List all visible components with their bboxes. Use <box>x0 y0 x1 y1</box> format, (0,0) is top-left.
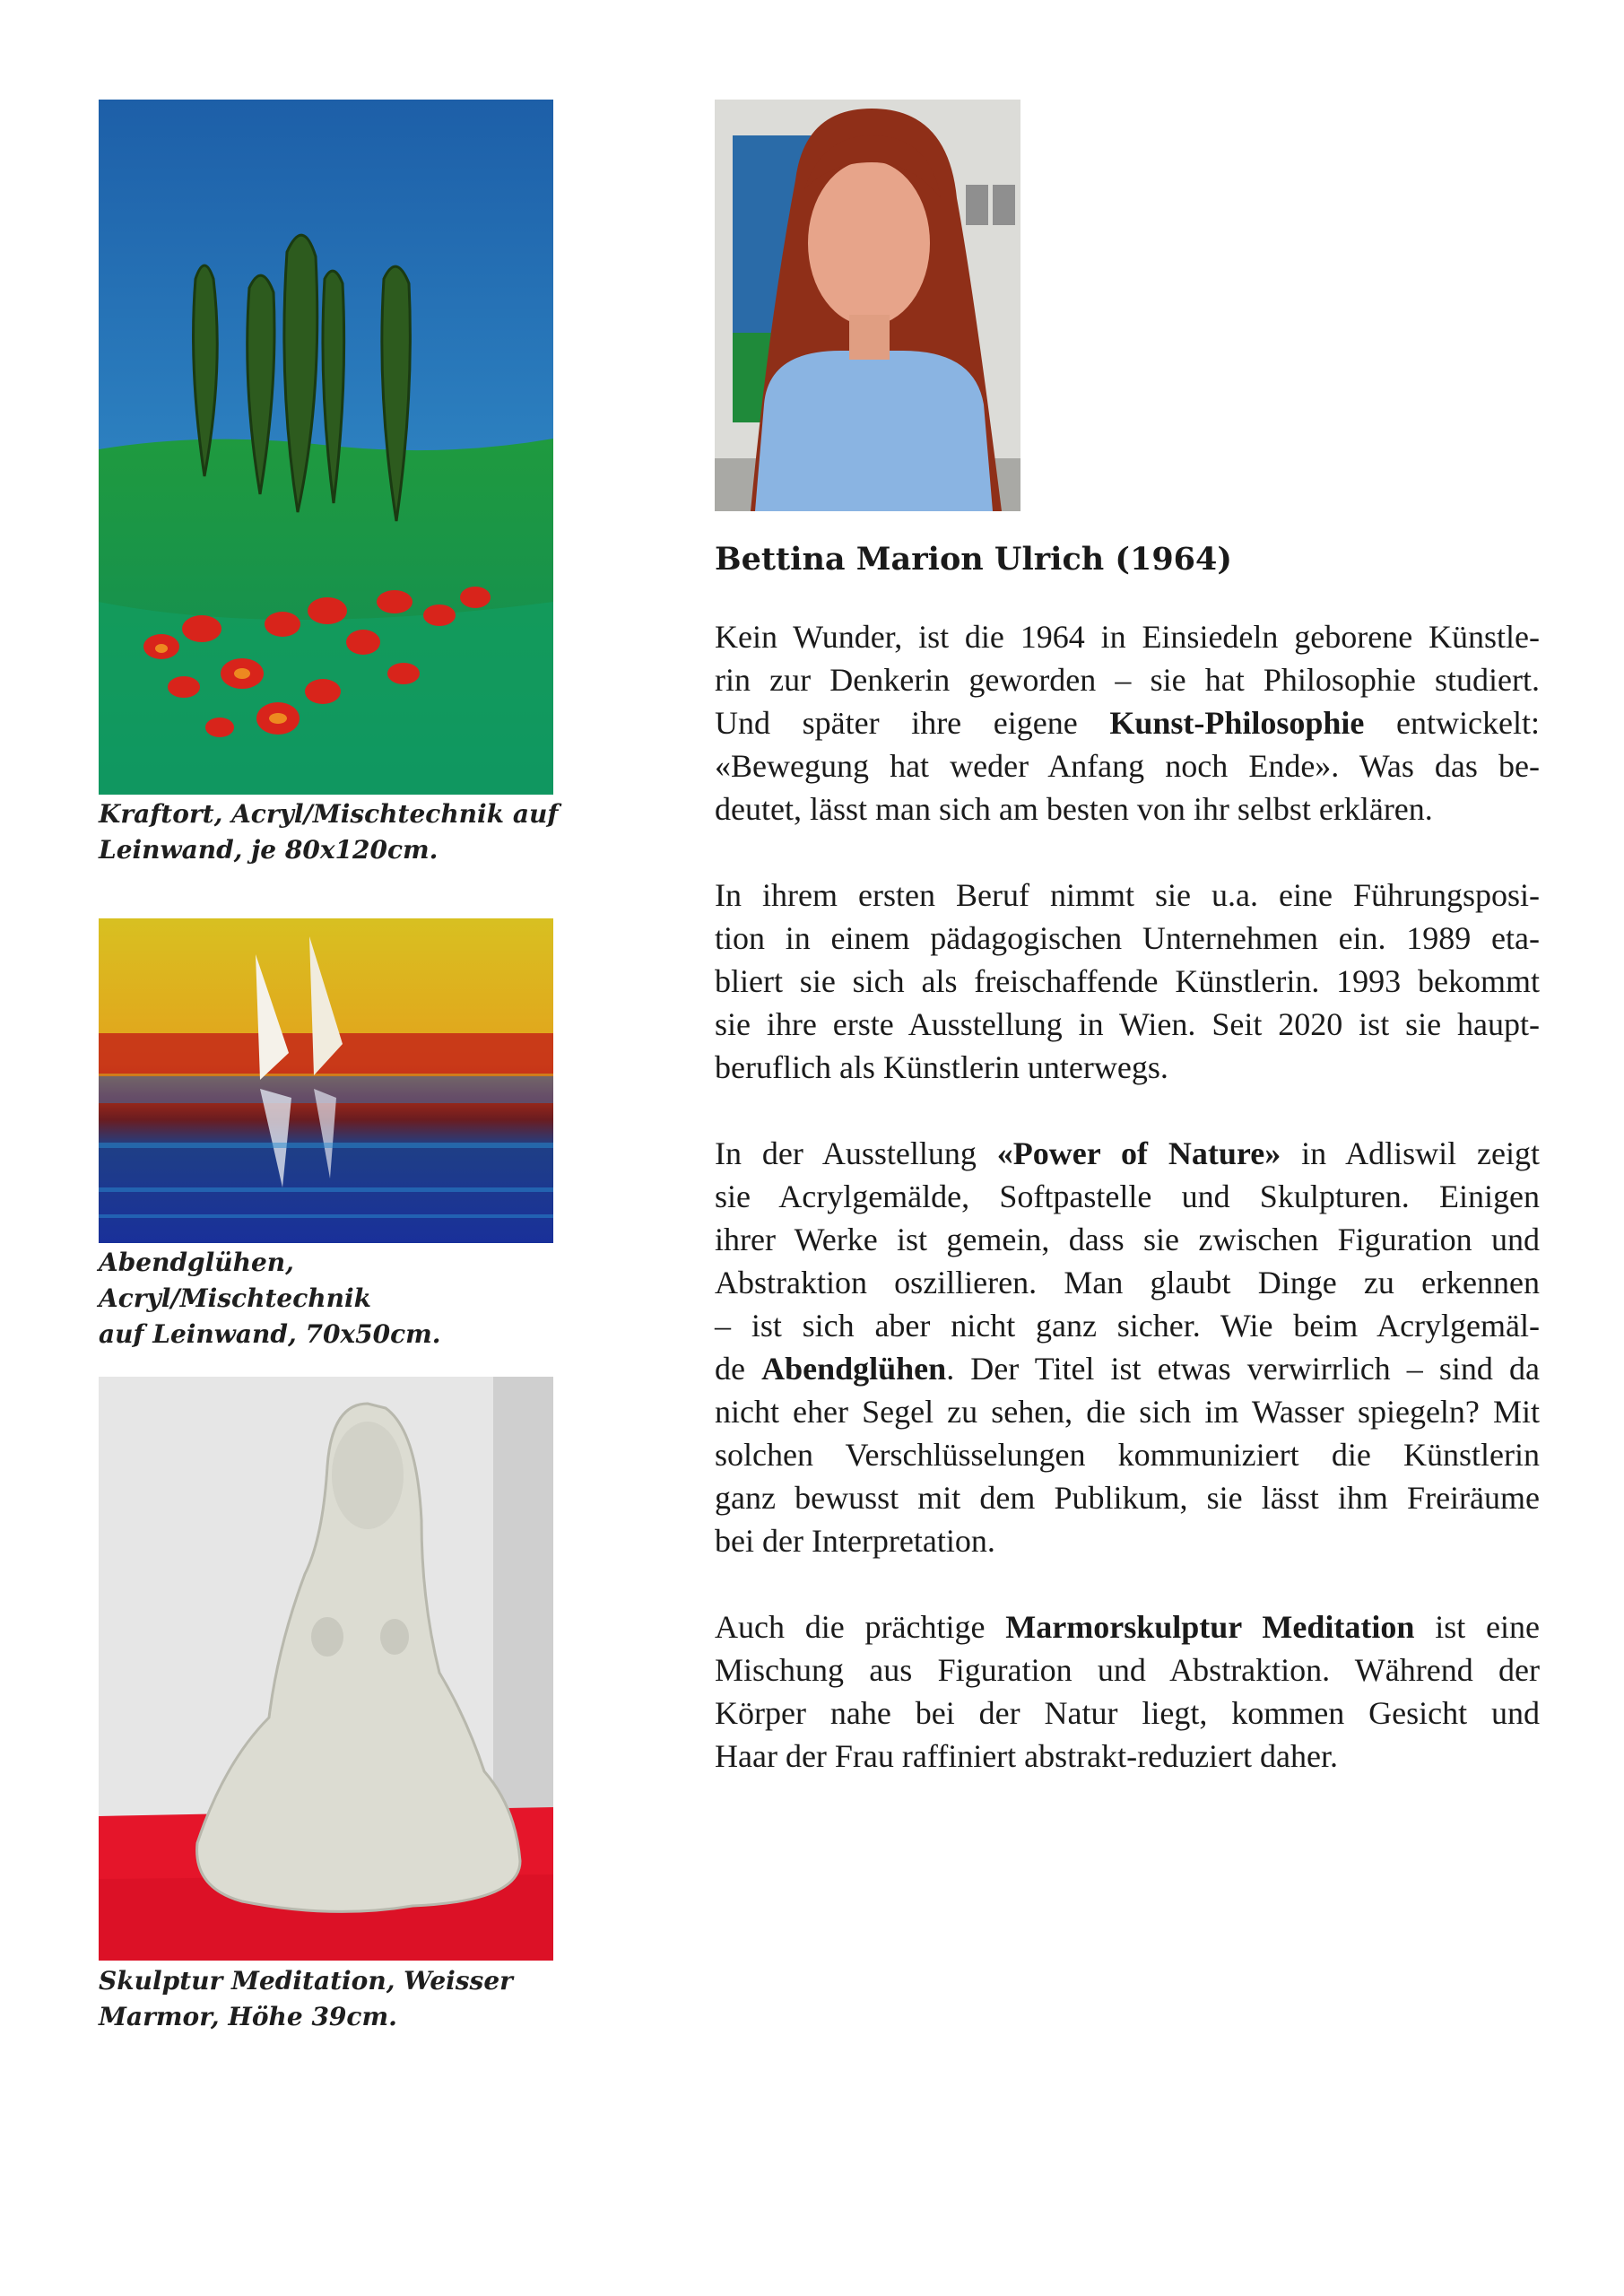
paragraph-4 <box>715 1605 1540 1778</box>
text-run: In der Ausstellung <box>715 1135 997 1171</box>
paragraph-1 <box>715 615 1540 831</box>
artist-portrait <box>715 100 1020 511</box>
text-line <box>715 1605 1540 1648</box>
text-line: bei der Interpretation. <box>715 1523 995 1559</box>
skulptur-caption <box>99 1963 565 2035</box>
text-line: beruflich als Künstlerin unterwegs. <box>715 1049 1168 1085</box>
emphasis: Marmorskulptur Meditation <box>1005 1609 1415 1645</box>
text-line <box>715 1347 1540 1390</box>
text-run: de <box>715 1351 762 1387</box>
emphasis: Abendglühen <box>761 1351 947 1387</box>
text-line: Abstraktion oszillieren. Man glaubt Dinge zu erkennen <box>715 1265 1540 1300</box>
kraftort-caption-line: Leinwand, je 80x120cm. <box>99 835 439 865</box>
paragraph-3 <box>715 1132 1540 1562</box>
text-run: Und später ihre eigene <box>715 705 1110 741</box>
text-line: tion in einem pädagogischen Unternehmen ein. 1989 eta- <box>715 920 1540 956</box>
text-run: in Adliswil zeigt <box>1281 1135 1540 1171</box>
text-line: solchen Verschlüsselungen kommuniziert die Künstlerin <box>715 1437 1540 1473</box>
sculpture-photo <box>99 1377 553 1961</box>
text-line: Körper nahe bei der Natur liegt, kommen Gesicht und <box>715 1695 1540 1731</box>
text-run: Auch die prächtige <box>715 1609 1006 1645</box>
text-line: ihrer Werke ist gemein, dass sie zwischen Figuration und <box>715 1222 1540 1257</box>
text-line <box>715 1132 1540 1175</box>
text-line: rin zur Denkerin geworden – sie hat Philosophie studiert. <box>715 662 1540 698</box>
text-run: ist eine <box>1414 1609 1540 1645</box>
text-run: entwickelt: <box>1364 705 1540 741</box>
text-line: sie Acrylgemälde, Softpastelle und Skulpturen. Einigen <box>715 1178 1540 1214</box>
abendgluehen-painting <box>99 918 553 1243</box>
text-run: . Der Titel ist etwas verwirrlich – sind da <box>946 1351 1540 1387</box>
kraftort-caption-line: Kraftort, Acryl/Mischtechnik auf <box>99 799 559 829</box>
text-line: Mischung aus Figuration und Abstraktion. Während der <box>715 1652 1540 1688</box>
text-line: bliert sie sich als freischaffende Künstlerin. 1993 bekommt <box>715 963 1540 999</box>
emphasis: «Power of Nature» <box>996 1135 1281 1171</box>
skulptur-caption-line: Marmor, Höhe 39cm. <box>99 2002 397 2031</box>
skulptur-caption-line: Skulptur Meditation, Weisser <box>99 1966 513 1996</box>
abendgluehen-caption-line: Abendglühen, Acryl/Mischtechnik <box>99 1248 372 1313</box>
abendgluehen-caption-line: auf Leinwand, 70x50cm. <box>99 1319 441 1349</box>
text-line: «Bewegung hat weder Anfang noch Ende». Was das be- <box>715 748 1540 784</box>
text-line: Haar der Frau raffiniert abstrakt-reduziert daher. <box>715 1738 1338 1774</box>
text-line: deutet, lässt man sich am besten von ihr selbst erklären. <box>715 791 1433 827</box>
article-headline: Bettina Marion Ulrich (1964) <box>715 541 1232 578</box>
article <box>715 535 1540 1821</box>
abendgluehen-caption <box>99 1245 565 1352</box>
paragraph-2 <box>715 874 1540 1089</box>
text-line: nicht eher Segel zu sehen, die sich im Wasser spiegeln? Mit <box>715 1394 1540 1430</box>
text-line <box>715 701 1540 744</box>
text-line: Kein Wunder, ist die 1964 in Einsiedeln geborene Künstle- <box>715 619 1540 655</box>
text-line: In ihrem ersten Beruf nimmt sie u.a. eine Führungsposi- <box>715 877 1540 913</box>
text-line: – ist sich aber nicht ganz sicher. Wie beim Acrylgemäl- <box>715 1308 1540 1344</box>
text-line: ganz bewusst mit dem Publikum, sie lässt ihm Freiräume <box>715 1480 1540 1516</box>
emphasis: Kunst-Philosophie <box>1109 705 1365 741</box>
kraftort-painting <box>99 100 553 795</box>
text-line: sie ihre erste Ausstellung in Wien. Seit 2020 ist sie haupt- <box>715 1006 1540 1042</box>
kraftort-caption <box>99 796 565 868</box>
